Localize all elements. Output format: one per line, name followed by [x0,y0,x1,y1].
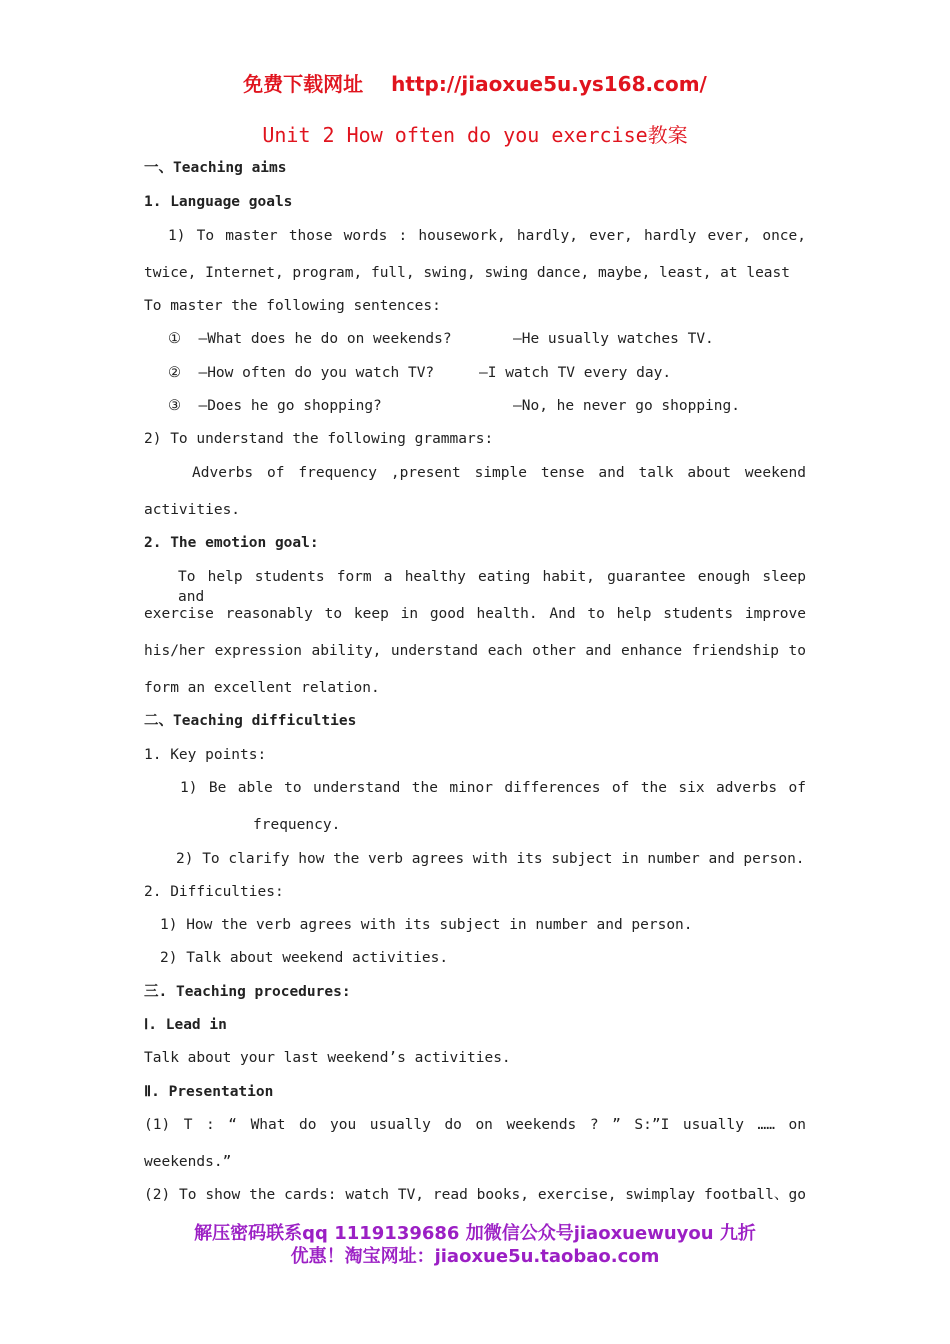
subheading-key-points: 1. Key points: [144,747,267,763]
header-site-url[interactable]: http://jiaoxue5u.ys168.com/ [391,72,707,96]
subheading-presentation: Ⅱ. Presentation [144,1084,274,1100]
document-title: Unit 2 How often do you exercise教案 [262,123,688,147]
list-item: 1) How the verb agrees with its subject in number and person. [160,917,693,933]
paragraph-line: weekends.” [144,1154,232,1170]
sentence-answer: —No, he never go shopping. [513,398,740,414]
sentence-question: ③ —Does he go shopping? [168,398,382,414]
list-item-continued: frequency. [253,817,341,833]
paragraph-line: To help students form a healthy eating habit, guarantee enough sleep and [178,569,806,605]
paragraph-line: To master the following sentences: [144,298,441,314]
footer-contact-line: 解压密码联系qq 1119139686 加微信公众号jiaoxuewuyou 九折 [194,1223,756,1244]
subheading-lead-in: Ⅰ. Lead in [144,1017,227,1033]
section-heading-procedures: 三. Teaching procedures: [144,984,351,1000]
paragraph-line: 2) To understand the following grammars: [144,431,494,447]
list-item: 2) To clarify how the verb agrees with its subject in number and person. [176,851,805,867]
subheading-difficulties: 2. Difficulties: [144,884,284,900]
download-header [0,68,950,97]
words-list-line: 1) To master those words : housework, hardly, ever, hardly ever, once, [168,228,806,244]
paragraph-line: Talk about your last weekend’s activities. [144,1050,511,1066]
section-heading-aims: 一、Teaching aims [144,160,287,176]
paragraph-line: (2) To show the cards: watch TV, read books, exercise, swimplay football、go [144,1187,806,1203]
list-item: 2) Talk about weekend activities. [160,950,449,966]
paragraph-line: activities. [144,502,241,518]
subheading-emotion-goal: 2. The emotion goal: [144,535,319,551]
sentence-question: ② —How often do you watch TV? [168,365,435,381]
paragraph-line: form an excellent relation. [144,680,380,696]
sentence-answer: —I watch TV every day. [479,365,672,381]
paragraph-line: Adverbs of frequency ,present simple tense and talk about weekend [192,465,806,481]
header-site-label: 免费下载网址 [243,72,364,96]
section-heading-difficulties: 二、Teaching difficulties [144,713,357,729]
paragraph-line: exercise reasonably to keep in good health. And to help students improve [144,606,806,622]
sentence-answer: —He usually watches TV. [513,331,714,347]
words-list-line: twice, Internet, program, full, swing, swing dance, maybe, least, at least [144,265,791,281]
paragraph-line: his/her expression ability, understand each other and enhance friendship to [144,643,806,659]
list-item: 1) Be able to understand the minor differences of the six adverbs of [180,780,806,796]
footer-shop-line: 优惠！淘宝网址：jiaoxue5u.taobao.com [290,1246,660,1267]
subheading-language-goals: 1. Language goals [144,194,293,210]
paragraph-line: (1) T : “ What do you usually do on weekends ? ” S:”I usually …… on [144,1117,806,1133]
sentence-question: ① —What does he do on weekends? [168,331,452,347]
